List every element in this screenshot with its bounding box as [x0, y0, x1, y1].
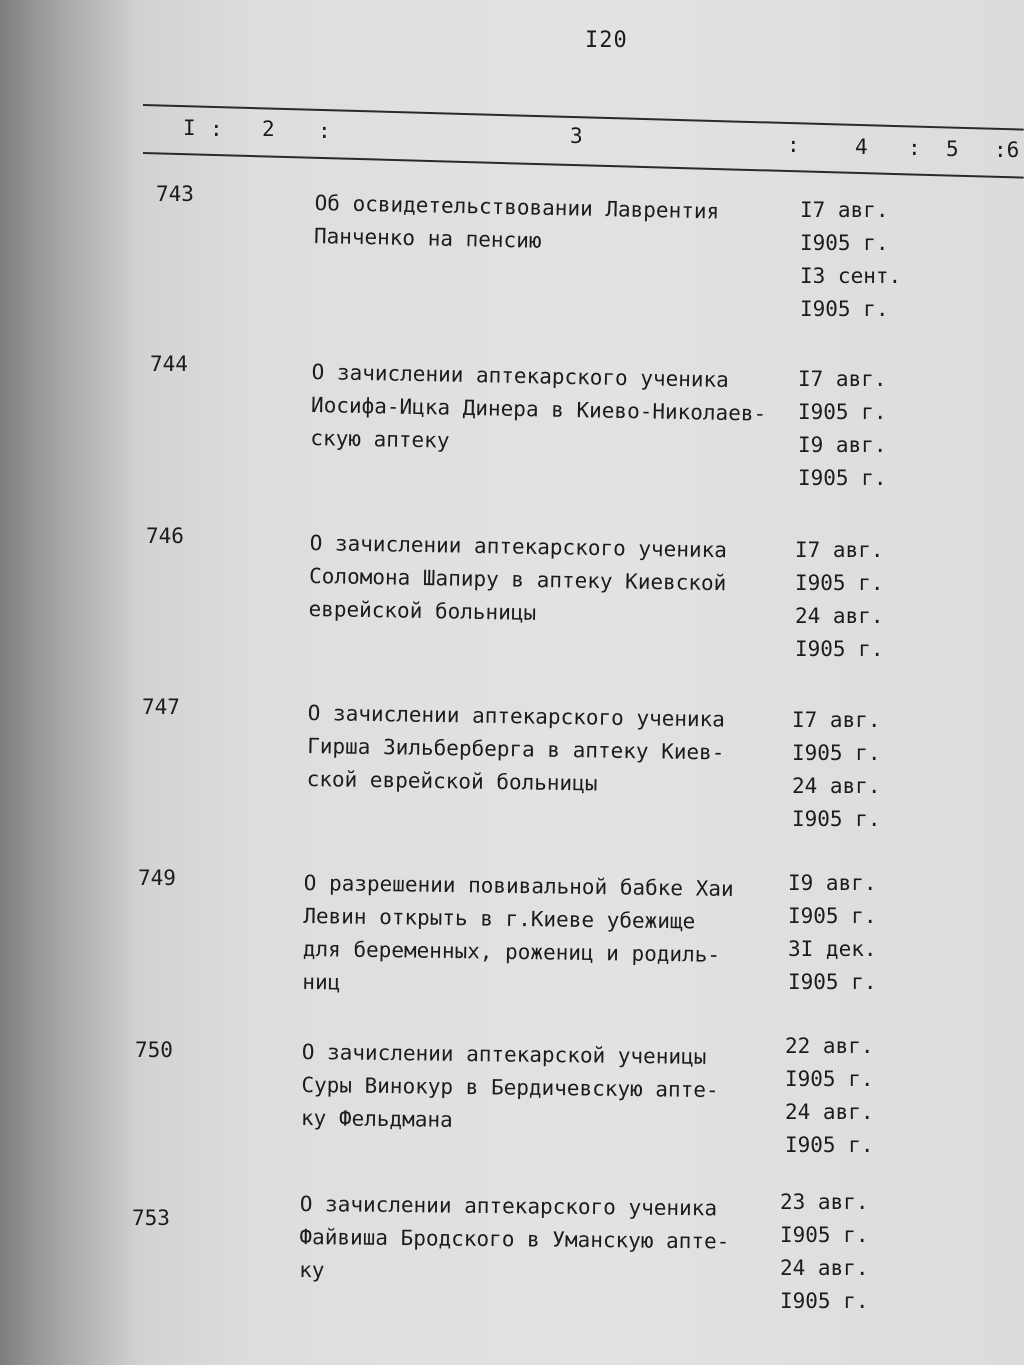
- entry-title: О зачислении аптекарской ученицы Суры Винокур в Бердичевскую апте- ку Фельдмана: [300, 1039, 719, 1132]
- entry-title: О зачислении аптекарского ученика Иосифа-Ицка Динера в Киево-Николаев- скую аптеку: [310, 359, 767, 453]
- column-2-header: 2: [262, 117, 275, 141]
- entry-title: О зачислении аптекарского ученика Соломона Шапиру в аптеку Киевской еврейской больницы: [308, 530, 728, 625]
- entry-number: 747: [142, 695, 180, 719]
- entry-dates: I7 авг. I905 г. I3 сент. I905 г.: [800, 198, 902, 321]
- entry-title: О зачислении аптекарского ученика Файвиша Бродского в Уманскую апте- ку: [299, 1191, 730, 1283]
- column-separator: :: [318, 119, 331, 143]
- column-3-header: 3: [570, 124, 583, 148]
- page-number: I20: [585, 28, 628, 53]
- entry-number: 743: [156, 182, 194, 206]
- entry-dates: 22 авг. I905 г. 24 авг. I905 г.: [785, 1034, 874, 1157]
- column-separator: :: [908, 136, 921, 160]
- entry-dates: I7 авг. I905 г. I9 авг. I905 г.: [798, 367, 887, 490]
- list-item: [0, 352, 1024, 512]
- column-separator: :: [210, 117, 223, 141]
- entry-number: 749: [138, 866, 176, 890]
- column-6-header: :6: [994, 138, 1020, 162]
- list-item: [0, 1190, 1024, 1364]
- entry-title: О зачислении аптекарского ученика Гирша Зильберберга в аптеку Киев- ской еврейской больницы: [306, 700, 726, 796]
- list-item: [0, 695, 1024, 855]
- list-item: [0, 524, 1024, 684]
- entry-dates: 23 авг. I905 г. 24 авг. I905 г.: [780, 1190, 869, 1313]
- table-header-bottom-rule: [143, 152, 1024, 179]
- entry-dates: I7 авг. I905 г. 24 авг. I905 г.: [792, 708, 881, 831]
- entry-number: 753: [132, 1206, 170, 1230]
- list-item: [0, 1036, 1024, 1196]
- entry-number: 744: [150, 352, 188, 376]
- list-item: [0, 866, 1024, 1026]
- entry-dates: I9 авг. I905 г. 3I дек. I905 г.: [788, 871, 877, 994]
- list-item: [0, 182, 1024, 342]
- column-1-header: I: [183, 116, 196, 140]
- entry-title: Об освидетельствовании Лаврентия Панченко на пенсию: [313, 190, 720, 253]
- entry-title: О разрешении повивальной бабке Хаи Левин открыть в г.Киеве убежище для беременных, рожениц и родиль- ниц: [302, 870, 734, 995]
- column-5-header: 5: [946, 137, 959, 161]
- entry-number: 750: [135, 1038, 173, 1062]
- entry-dates: I7 авг. I905 г. 24 авг. I905 г.: [795, 538, 884, 661]
- table-header-top-rule: [143, 104, 1024, 131]
- column-4-header: 4: [855, 135, 868, 159]
- entry-number: 746: [146, 524, 184, 548]
- column-separator: :: [787, 133, 800, 157]
